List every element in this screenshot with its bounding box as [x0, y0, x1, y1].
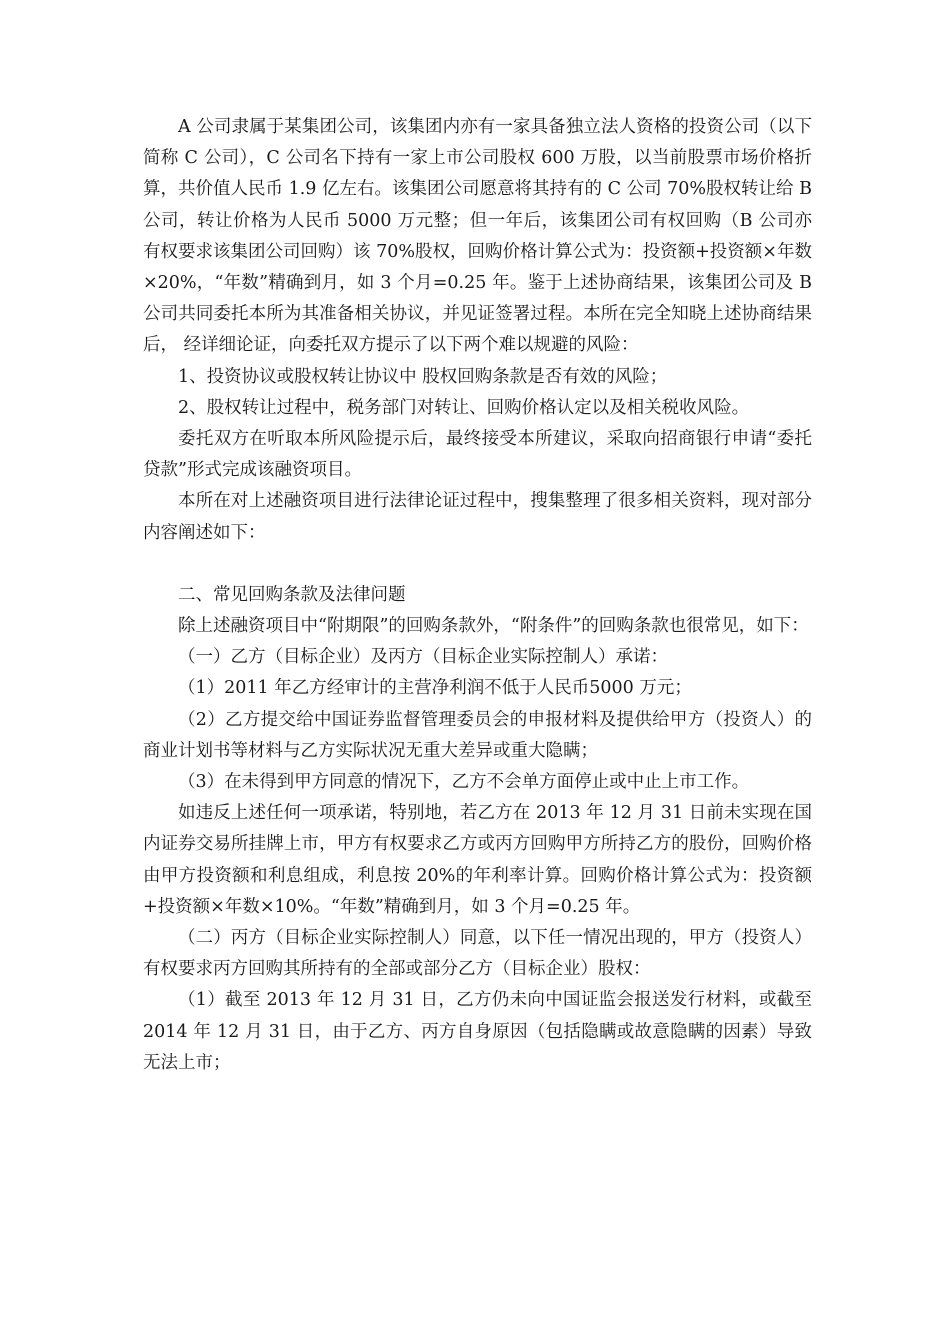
paragraph-conditional-clause-intro: 除上述融资项目中“附期限”的回购条款外，“附条件”的回购条款也很常见，如下：: [178, 616, 809, 637]
paragraph-controller-consent: （二）丙方（目标企业实际控制人）同意，以下任一情况出现的，甲方（投资人）有权要求丙方回购其所持有的全部或部分乙方（目标企业）股权：: [143, 928, 812, 980]
section-heading-2: 二、常见回购条款及法律问题: [178, 584, 406, 605]
paragraph-condition-1: （1）截至 2013 年 12 月 31 日，乙方仍未向中国证监会报送发行材料，或截至 2014 年 12 月 31 日，由于乙方、丙方自身原因（包括隐瞒或故意隐瞒的因素）导致无法上市；: [143, 990, 812, 1073]
paragraph-risk-1: 1、投资协议或股权转让协议中 股权回购条款是否有效的风险；: [178, 366, 668, 387]
paragraph-client-decision: 委托双方在听取本所风险提示后，最终接受本所建议，采取向招商银行申请“委托贷款”形式完成该融资项目。: [143, 429, 812, 481]
paragraph-commitment-1: （1）2011 年乙方经审计的主营净利润不低于人民币5000 万元；: [178, 678, 692, 699]
paragraph-case-background: A 公司隶属于某集团公司，该集团内亦有一家具备独立法人资格的投资公司（以下简称 C 公司），C 公司名下持有一家上市公司股权 600 万股，以当前股票市场价格折算，共价值人民币 1.9 亿左右。该集团公司愿意将其持有的 C 公司 70%股权转让给 B 公司，转让价格为人民币 5000 万元整；但一年后，该集团公司有权回购（B 公司亦有权要求该集团公司回购）该 70%股权，回购价格计算公式为：投资额+投资额×年数×20%，“年数”精确到月，如 3 个月=0.25 年。鉴于上述协商结果，该集团公司及 B 公司共同委托本所为其准备相关协议，并见证签署过程。本所在完全知晓上述协商结果后， 经详细论证，向委托双方提示了以下两个难以规避的风险：: [143, 117, 812, 356]
paragraph-commitment-2: （2）乙方提交给中国证券监督管理委员会的申报材料及提供给甲方（投资人）的商业计划书等材料与乙方实际状况无重大差异或重大隐瞒；: [143, 709, 812, 761]
paragraph-commitment-3: （3）在未得到甲方同意的情况下，乙方不会单方面停止或中止上市工作。: [178, 772, 750, 793]
paragraph-commitment-heading: （一）乙方（目标企业）及丙方（目标企业实际控制人）承诺：: [178, 647, 668, 668]
paragraph-research-intro: 本所在对上述融资项目进行法律论证过程中，搜集整理了很多相关资料，现对部分内容阐述如下：: [143, 491, 812, 543]
paragraph-breach-repurchase: 如违反上述任何一项承诺，特别地，若乙方在 2013 年 12 月 31 日前未实现在国内证券交易所挂牌上市，甲方有权要求乙方或丙方回购甲方所持乙方的股份，回购价格由甲方投资额和利息组成，利息按 20%的年利率计算。回购价格计算公式为：投资额+投资额×年数×10%。“年数”精确到月，如 3 个月=0.25 年。: [143, 803, 812, 917]
paragraph-risk-2: 2、股权转让过程中，税务部门对转让、回购价格认定以及相关税收风险。: [178, 397, 750, 418]
